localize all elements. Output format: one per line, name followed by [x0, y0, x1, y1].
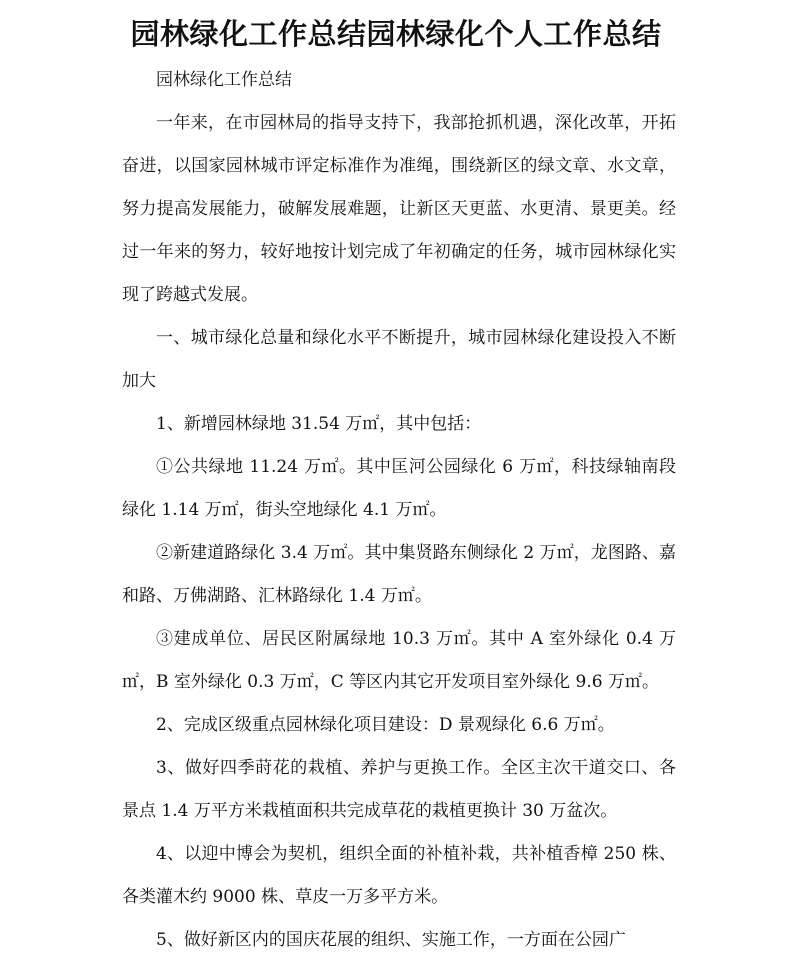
- paragraph-item-5: 5、做好新区内的国庆花展的组织、实施工作，一方面在公园广: [156, 930, 626, 950]
- document-body: [122, 59, 676, 962]
- document-title: 园林绿化工作总结园林绿化个人工作总结: [130, 17, 662, 51]
- paragraph-item-1c: ③建成单位、居民区附属绿地 10.3 万㎡。其中 A 室外绿化 0.4 万㎡，B 室外绿化 0.3 万㎡，C 等区内其它开发项目室外绿化 9.6 万㎡。: [122, 629, 676, 692]
- paragraph-item-1b: ②新建道路绿化 3.4 万㎡。其中集贤路东侧绿化 2 万㎡，龙图路、嘉和路、万佛湖路、汇林路绿化 1.4 万㎡。: [122, 543, 676, 606]
- paragraph-item-1: 1、新增园林绿地 31.54 万㎡，其中包括：: [156, 414, 482, 434]
- paragraph-item-2: 2、完成区级重点园林绿化项目建设：D 景观绿化 6.6 万㎡。: [156, 715, 615, 735]
- paragraph-item-1a: ①公共绿地 11.24 万㎡。其中匡河公园绿化 6 万㎡，科技绿轴南段绿化 1.14 万㎡，街头空地绿化 4.1 万㎡。: [122, 457, 676, 520]
- paragraph-intro: 一年来，在市园林局的指导支持下，我部抢抓机遇，深化改革，开拓奋进，以国家园林城市评定标准作为准绳，围绕新区的绿文章、水文章，努力提高发展能力，破解发展难题，让新区天更蓝、水更清、景更美。经过一年来的努力，较好地按计划完成了年初确定的任务，城市园林绿化实现了跨越式发展。: [122, 113, 676, 305]
- paragraph-item-4: 4、以迎中博会为契机，组织全面的补植补栽，共补植香樟 250 株、各类灌木约 9000 株、草皮一万多平方米。: [122, 844, 676, 907]
- document-subtitle: 园林绿化工作总结: [156, 70, 292, 90]
- paragraph-item-3: 3、做好四季莳花的栽植、养护与更换工作。全区主次干道交口、各景点 1.4 万平方米栽植面积共完成草花的栽植更换计 30 万盆次。: [122, 758, 676, 821]
- paragraph-section-heading: 一、城市绿化总量和绿化水平不断提升，城市园林绿化建设投入不断加大: [122, 328, 676, 391]
